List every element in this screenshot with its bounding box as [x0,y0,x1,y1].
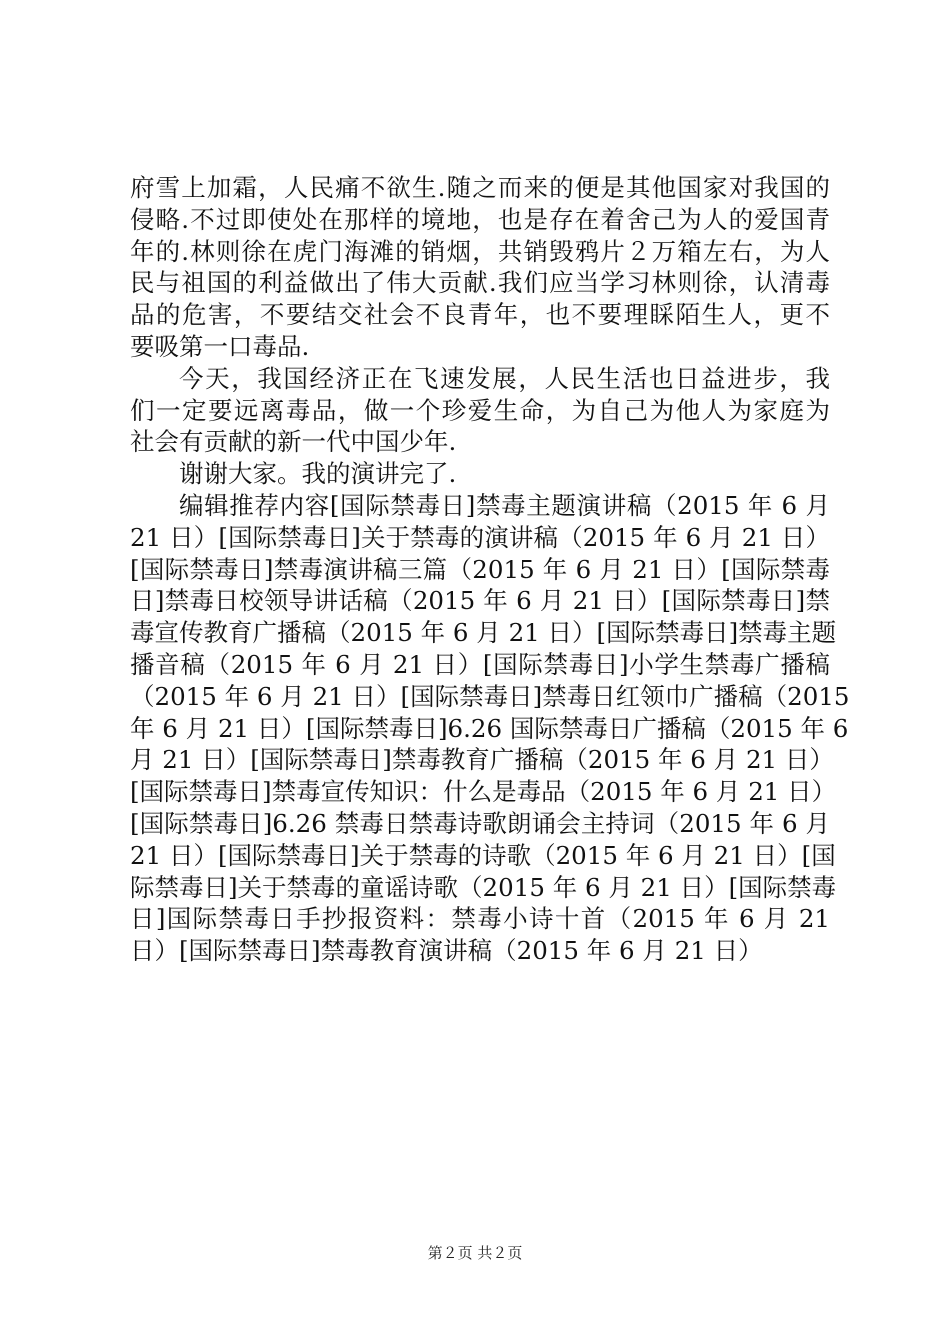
text-line: 21 日）[国际禁毒日]关于禁毒的诗歌（2015 年 6 月 21 日）[国 [130,840,836,870]
page-number-label: 第２页 共２页 [427,1244,523,1262]
paragraph-1 [130,172,830,363]
text-line: [国际禁毒日]6.26 禁毒日禁毒诗歌朗诵会主持词（2015 年 6 月 [130,808,830,838]
text-line: 月 21 日）[国际禁毒日]禁毒教育广播稿（2015 年 6 月 21 日） [130,745,834,775]
text-line: 们一定要远离毒品，做一个珍爱生命，为自己为他人为家庭为 [130,395,830,425]
text-line: 府雪上加霜，人民痛不欲生.随之而来的便是其他国家对我国的 [130,173,830,202]
text-line: 毒宣传教育广播稿（2015 年 6 月 21 日）[国际禁毒日]禁毒主题 [130,618,837,648]
document-body [130,172,850,967]
text-line: 民与祖国的利益做出了伟大贡献.我们应当学习林则徐，认清毒 [130,268,830,298]
text-line: （2015 年 6 月 21 日）[国际禁毒日]禁毒日红领巾广播稿（2015 [130,681,850,711]
text-line: 年 6 月 21 日）[国际禁毒日]6.26 国际禁毒日广播稿（2015 年 6 [130,713,849,743]
text-line: 社会有贡献的新一代中国少年. [130,427,457,457]
text-line: 日]禁毒日校领导讲话稿（2015 年 6 月 21 日）[国际禁毒日]禁 [130,586,830,616]
text-line: 年的.林则徐在虎门海滩的销烟，共销毁鸦片２万箱左右，为人 [130,236,830,266]
text-line: [国际禁毒日]禁毒宣传知识：什么是毒品（2015 年 6 月 21 日） [130,777,837,807]
text-line: 品的危害，不要结交社会不良青年，也不要理睬陌生人，更不 [130,300,830,330]
paragraph-4-recommended-list [130,490,850,967]
text-line: 编辑推荐内容[国际禁毒日]禁毒主题演讲稿（2015 年 6 月 [179,490,830,520]
text-line: [国际禁毒日]禁毒演讲稿三篇（2015 年 6 月 21 日）[国际禁毒 [130,554,830,584]
text-line: 播音稿（2015 年 6 月 21 日）[国际禁毒日]小学生禁毒广播稿 [130,649,830,679]
text-line: 侵略.不过即使处在那样的境地，也是存在着舍己为人的爱国青 [130,204,830,234]
paragraph-2 [130,363,830,458]
text-line: 21 日）[国际禁毒日]关于禁毒的演讲稿（2015 年 6 月 21 日） [130,522,830,552]
text-line: 日）[国际禁毒日]禁毒教育演讲稿（2015 年 6 月 21 日） [130,936,763,966]
text-line: 今天，我国经济正在飞速发展，人民生活也日益进步，我 [179,363,830,393]
page-footer [0,1243,950,1263]
text-line: 日]国际禁毒日手抄报资料：禁毒小诗十首（2015 年 6 月 21 [130,904,830,934]
text-line: 际禁毒日]关于禁毒的童谣诗歌（2015 年 6 月 21 日）[国际禁毒 [130,872,837,902]
text-line: 要吸第一口毒品. [130,331,310,361]
text-line: 谢谢大家。我的演讲完了. [179,459,457,489]
paragraph-3 [130,458,830,490]
